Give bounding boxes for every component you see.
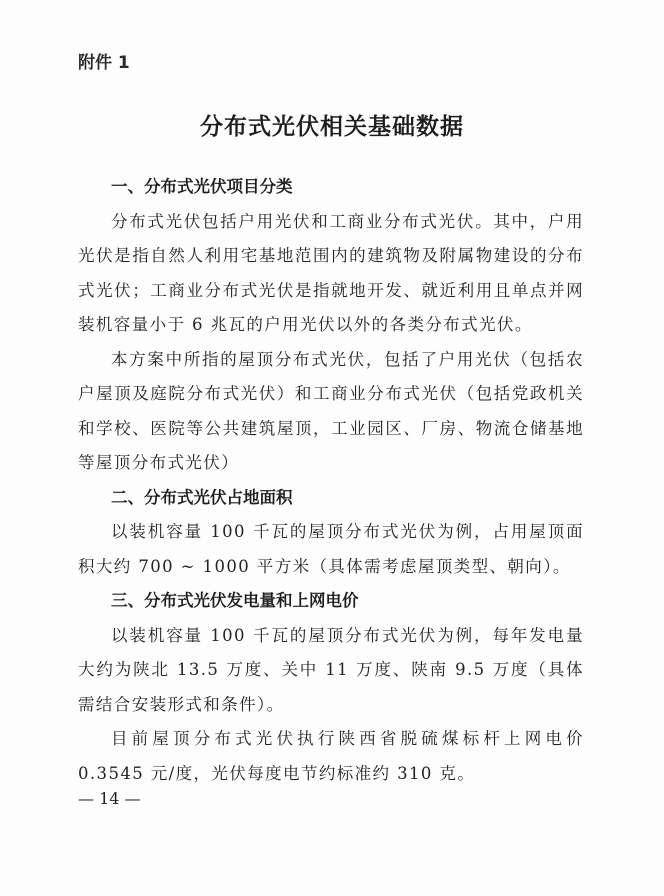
section-heading-3: 三、分布式光伏发电量和上网电价 bbox=[111, 591, 359, 610]
section-1-paragraph-1: 分布式光伏包括户用光伏和工商业分布式光伏。其中，户用光伏是指自然人利用宅基地范围内的建筑物及附属物建设的分布式光伏；工商业分布式光伏是指就地开发、就近利用且单点并网装机容量小于 6 兆瓦的户用光伏以外的各类分布式光伏。 bbox=[78, 211, 584, 334]
section-3-paragraph-1: 以装机容量 100 千瓦的屋顶分布式光伏为例，每年发电量大约为陕北 13.5 万度、关中 11 万度、陕南 9.5 万度（具体需结合安装形式和条件）。 bbox=[78, 625, 584, 714]
section-2-paragraph-1: 以装机容量 100 千瓦的屋顶分布式光伏为例，占用屋顶面积大约 700 ~ 1000 平方米（具体需考虑屋顶类型、朝向）。 bbox=[78, 522, 584, 576]
section-heading-2: 二、分布式光伏占地面积 bbox=[111, 487, 293, 507]
section-3-paragraph-2: 目前屋顶分布式光伏执行陕西省脱硫煤标杆上网电价 0.3545 元/度，光伏每度电节约标准约 310 克。 bbox=[78, 729, 584, 783]
section-1-paragraph-2: 本方案中所指的屋顶分布式光伏，包括了户用光伏（包括农户屋顶及庭院分布式光伏）和工商业分布式光伏（包括党政机关和学校、医院等公共建筑屋顶，工业园区、厂房、物流仓储基地等屋顶分布式光伏） bbox=[78, 349, 584, 472]
page-number: — 14 — bbox=[78, 789, 141, 808]
document-body bbox=[78, 170, 584, 791]
attachment-label: 附件 1 bbox=[78, 53, 130, 73]
document-title: 分布式光伏相关基础数据 bbox=[200, 114, 464, 140]
section-heading-1: 一、分布式光伏项目分类 bbox=[111, 177, 293, 196]
